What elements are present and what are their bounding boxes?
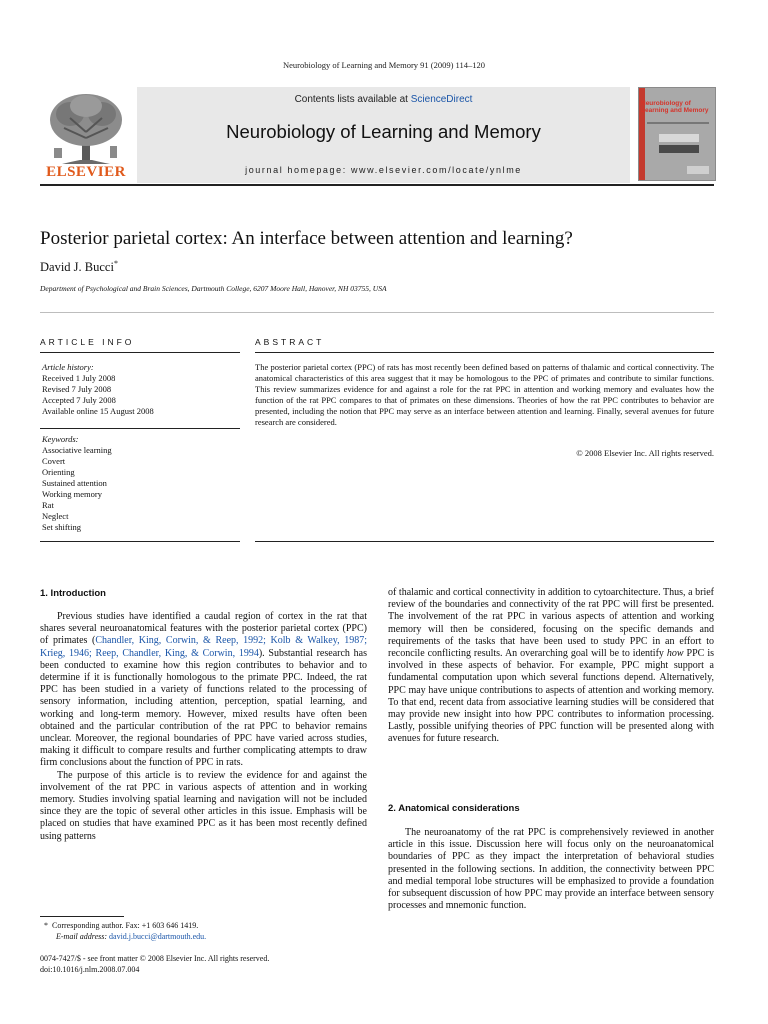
abstract-text: The posterior parietal cortex (PPC) of rats has most recently been defined based on patterns of thalamic and cortical connectivity. The anatomical characteristics of this area suggest that it may be homologous to the PPC of primates and contribute to similar functions. This review summarizes evidence for and against a role for the rat PPC in attention and working memory and evaluates how the function of the rat PPC compares to that of primates on these dimensions. Theories of how the rat PPC contributes to behavior are presented, including the notion that PPC may serve as an interface between attention and learning. Finally, several avenues for future research are considered.	[255, 362, 714, 427]
citation-link[interactable]: Chandler, King, Corwin, & Reep, 1992; Kolb & Walkey, 1987; Krieg, 1946; Reep, Chandler, King, & Corwin, 1994	[40, 635, 367, 659]
history-item: Revised 7 July 2008	[42, 384, 112, 394]
keyword: Working memory	[42, 489, 102, 499]
article-info-rule	[40, 352, 240, 353]
abstract-rule	[255, 352, 714, 353]
footnote-mark: *	[44, 921, 48, 930]
corresponding-text: Corresponding author. Fax: +1 603 646 1419.	[52, 921, 199, 930]
front-matter	[40, 953, 367, 975]
history-item: Received 1 July 2008	[42, 373, 116, 383]
paragraph	[388, 587, 714, 746]
journal-name: Neurobiology of Learning and Memory	[226, 121, 541, 142]
author-mark[interactable]: *	[113, 259, 118, 268]
keywords-label: Keywords:	[42, 434, 79, 444]
column-left-text	[40, 611, 367, 843]
contents-line	[137, 94, 630, 105]
history-label: Article history:	[42, 362, 94, 372]
footnote-rule	[40, 916, 124, 917]
author-line	[40, 259, 118, 275]
paragraph-text: Previous studies have identified a caudal region of cortex in the rat that shares several neuroanatomical features with the posterior parietal cortex (PPC) of primates (	[40, 611, 367, 647]
keywords-list	[42, 434, 240, 533]
email-link[interactable]: david.j.bucci@dartmouth.edu.	[109, 932, 207, 941]
paragraph-text: of thalamic and cortical connectivity in addition to cytoarchitecture. Thus, a brief review of the boundaries and connectivity of the rat PPC will first be presented. The involvement of the rat PPC in various aspects of attention and working memory will then be considered, focusing on the specific demands and requirements of the tasks that have been used to study PPC in an effort to reconcile conflicting results. An overarching goal will be to identify	[388, 587, 714, 660]
article-title: Posterior parietal cortex: An interface between attention and learning?	[40, 228, 573, 249]
column-right-text-2	[388, 827, 714, 912]
running-head: Neurobiology of Learning and Memory 91 (2009) 114–120	[283, 60, 485, 70]
issn-line: 0074-7427/$ - see front matter © 2008 Elsevier Inc. All rights reserved.	[40, 954, 270, 963]
history-item: Accepted 7 July 2008	[42, 395, 116, 405]
keyword: Orienting	[42, 467, 75, 477]
keywords-rule	[40, 428, 240, 429]
emphasis: how	[666, 648, 684, 660]
contents-prefix: Contents lists available at	[294, 94, 411, 105]
sciencedirect-link[interactable]: ScienceDirect	[410, 94, 473, 105]
article-history	[42, 362, 240, 417]
email-line	[40, 931, 367, 942]
title-divider	[40, 312, 714, 313]
keyword: Set shifting	[42, 522, 81, 532]
article-info-label: ARTICLE INFO	[40, 337, 135, 347]
abstract-label: ABSTRACT	[255, 337, 325, 347]
keyword: Rat	[42, 500, 54, 510]
history-item: Available online 15 August 2008	[42, 406, 154, 416]
doi-line[interactable]: doi:10.1016/j.nlm.2008.07.004	[40, 965, 140, 974]
section-heading-introduction: 1. Introduction	[40, 588, 106, 599]
keyword: Associative learning	[42, 445, 112, 455]
abstract-copyright: © 2008 Elsevier Inc. All rights reserved.	[576, 448, 714, 458]
abstract-bottom-rule	[255, 541, 714, 542]
paragraph-text: ). Substantial research has been conducted to examine how this region contributes to behavior and to determine if it is functionally homologous to the primate PPC. Indeed, the rat PPC has been studied in a variety of functions related to the processing of sensory information, including attention, perception, spatial learning, and working and long-term memory. However, mixed results have often been obtained and the particular contribution of the rat PPC to behavior remains unclear. Moreover, the regional boundaries of PPC have varied across studies, making it difficult to compare results and further complicating attempts to draw firm conclusions about the function of PPC in rats.	[40, 647, 367, 769]
paragraph	[40, 611, 367, 770]
paragraph: The purpose of this article is to review the evidence for and against the involvement of the rat PPC in various aspects of attention and in working memory. Studies involving spatial learning and navigation will not be included since they are the topic of several other articles in this issue. Emphasis will be placed on studies that have examined PPC as it has been most recently defined using patterns	[40, 769, 367, 842]
corresponding-author-note	[40, 920, 367, 931]
author-affiliation: Department of Psychological and Brain Sciences, Dartmouth College, 6207 Moore Hall, Hanover, NH 03755, USA	[40, 284, 387, 293]
cover-title: Neurobiology of Learning and Memory	[641, 100, 709, 114]
author-name: David J. Bucci	[40, 260, 114, 275]
header-rule	[40, 184, 714, 186]
elsevier-wordmark: ELSEVIER	[46, 164, 126, 180]
keyword: Neglect	[42, 511, 69, 521]
keyword: Covert	[42, 456, 66, 466]
footnote	[40, 920, 367, 942]
keyword: Sustained attention	[42, 478, 107, 488]
email-label: E-mail address:	[56, 932, 108, 941]
paragraph-text: PPC is involved in these aspects of behavior. For example, PPC might support a fundamental computation upon which several functions depend. Alternatively, PPC may have unique contributions to aspects of attention and working memory. To that end, recent data from associative learning studies will be considered that may provide new insight into how PPC contributes to information processing. Lastly, possible unifying theories of PPC function will be presented along with avenues for future research.	[388, 648, 715, 745]
journal-homepage[interactable]: journal homepage: www.elsevier.com/locate/ynlme	[245, 165, 522, 175]
column-right-text	[388, 587, 714, 746]
section-heading-anatomical: 2. Anatomical considerations	[388, 803, 520, 814]
info-bottom-rule	[40, 541, 240, 542]
paragraph: The neuroanatomy of the rat PPC is comprehensively reviewed in another article in this issue. Discussion here will focus only on the neuroanatomical boundaries of PPC as they impact the interpretation of behavioral studies presented in the following sections. In addition, the connectivity between PPC and medial temporal lobe structures will be emphasized to provide a foundation for subsequent discussion of how PPC may provide an interface between sensory processes and mnemonic function.	[388, 827, 714, 912]
